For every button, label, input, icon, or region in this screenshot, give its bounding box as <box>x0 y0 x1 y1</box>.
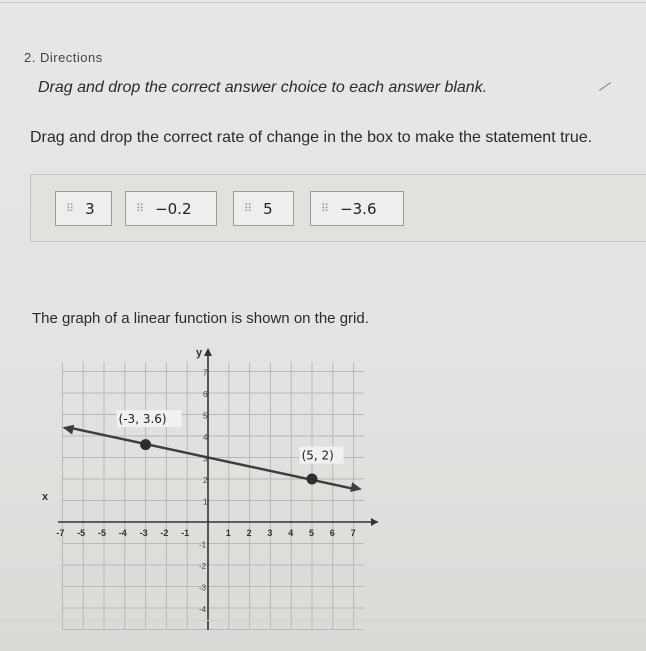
y-tick-label: 5 <box>203 411 208 421</box>
x-tick-label: 2 <box>246 528 252 538</box>
y-tick-label: 7 <box>203 368 208 378</box>
point-a <box>140 439 151 450</box>
question-number: 2. <box>24 50 36 65</box>
choice-value: −0.2 <box>155 199 192 218</box>
y-tick-label: 6 <box>203 390 208 399</box>
x-tick-label: -3 <box>139 528 148 538</box>
y-tick-label: 2 <box>203 476 208 485</box>
point-a-label: (-3, 3.6) <box>118 412 167 427</box>
y-tick-label: 4 <box>203 433 208 442</box>
x-tick-label: -5 <box>98 528 107 538</box>
x-tick-label: 4 <box>288 528 294 538</box>
x-tick-label: 7 <box>350 528 356 538</box>
x-tick-label: 6 <box>329 528 335 538</box>
instruction-secondary: Drag and drop the correct rate of change in the box to make the statement true. <box>30 129 593 146</box>
y-tick-label: -3 <box>199 583 207 593</box>
x-tick-label: -7 <box>56 528 65 538</box>
drag-handle-icon: ⠿ <box>136 202 144 215</box>
y-tick-label: 1 <box>203 497 208 507</box>
instruction-primary: Drag and drop the correct answer choice to each answer blank. <box>38 79 488 96</box>
y-tick-label: -2 <box>199 562 207 571</box>
axes <box>58 348 378 630</box>
choice-value: 3 <box>85 199 95 218</box>
line-arrow-right-icon <box>350 482 362 492</box>
y-tick-label: 3 <box>203 454 208 464</box>
point-b-label: (5, 2) <box>301 448 334 463</box>
x-tick-label: 3 <box>267 528 273 538</box>
y-tick-label: -4 <box>199 605 207 614</box>
drag-handle-icon: ⠿ <box>321 202 329 215</box>
graph-caption: The graph of a linear function is shown on the grid. <box>32 310 369 327</box>
point-b <box>307 474 318 485</box>
x-tick-label: -1 <box>181 528 190 538</box>
y-axis-label: y <box>196 347 203 359</box>
x-tick-label: -5 <box>77 528 86 538</box>
x-tick-label: -2 <box>160 528 169 538</box>
x-axis-label: x <box>42 491 49 503</box>
drag-handle-icon: ⠿ <box>244 202 252 215</box>
choice-value: −3.6 <box>340 199 377 218</box>
choice-value: 5 <box>263 199 273 218</box>
y-tick-label: -1 <box>199 540 207 550</box>
x-tick-label: 5 <box>309 528 315 538</box>
x-axis-arrow-icon <box>371 518 378 526</box>
x-tick-label: 1 <box>225 528 231 538</box>
line-arrow-left-icon <box>62 425 74 435</box>
directions-label: Directions <box>39 50 103 65</box>
x-tick-label: -4 <box>118 528 127 538</box>
plot-layer <box>62 410 362 492</box>
bottom-divider <box>0 620 646 621</box>
y-axis-arrow-icon <box>204 348 212 356</box>
drag-handle-icon: ⠿ <box>66 202 74 215</box>
grid-lines <box>62 362 364 630</box>
